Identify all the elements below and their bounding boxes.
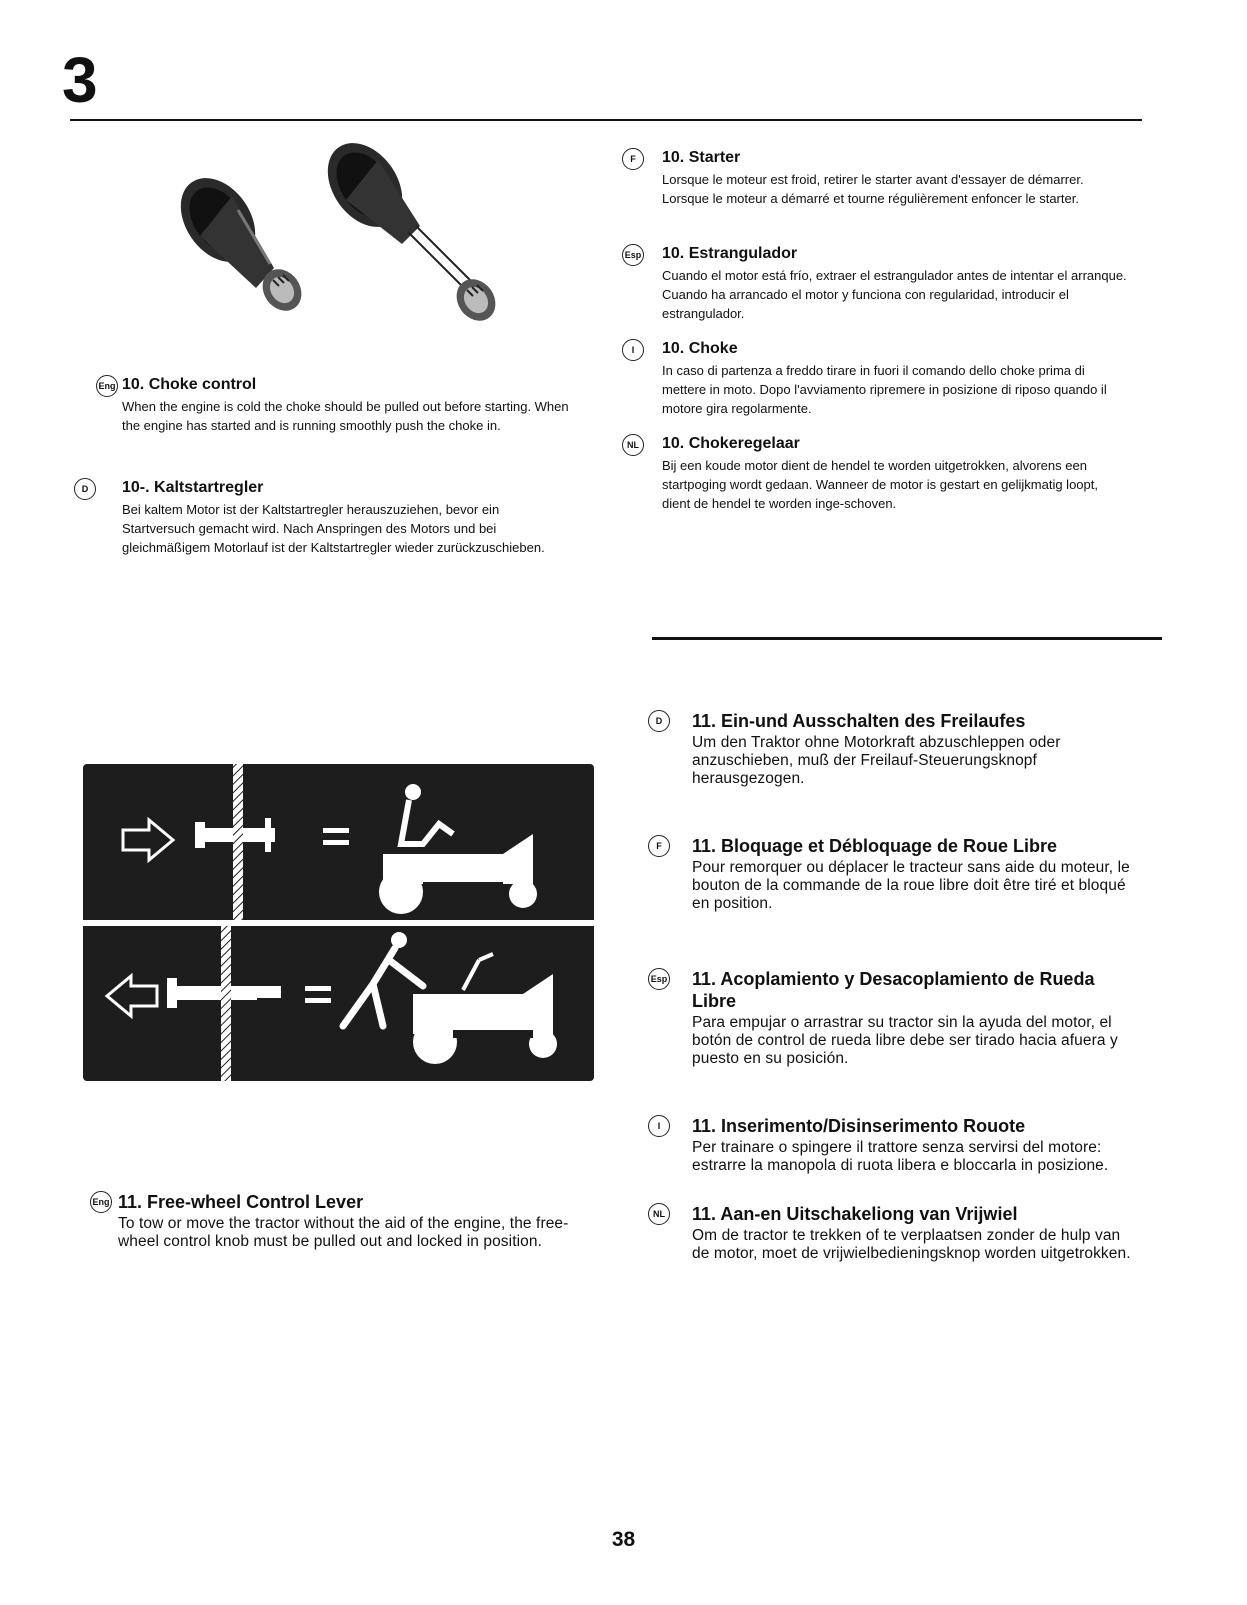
- freewheel-illustration: [83, 764, 594, 1081]
- section-11-f: [648, 835, 1138, 913]
- section-title: 11. Bloquage et Débloquage de Roue Libre: [692, 836, 1058, 856]
- lang-badge-nl: NL: [648, 1203, 670, 1225]
- section-body: Bij een koude motor dient de hendel te worden uitgetrokken, alvorens een startpoging wordt gedaan. Wanneer de motor is gestart en gelijkmatig loopt, dient de hendel te worden inge-schoven.: [662, 458, 1098, 511]
- section-body: When the engine is cold the choke should be pulled out before starting. When the engine has started and is running smoothly push the choke in.: [122, 399, 569, 433]
- section-10-nl: [622, 434, 1127, 513]
- section-11-nl: [648, 1203, 1138, 1263]
- choke-knob-pulled-icon: [312, 140, 503, 328]
- section-10-eng: [96, 375, 571, 435]
- choke-knob-illustration: [170, 140, 530, 340]
- knob-pushed-in-icon: [195, 764, 275, 920]
- section-11-i: [648, 1115, 1138, 1175]
- section-body: Cuando el motor está frío, extraer el estrangulador antes de intentar el arranque. Cuando ha arrancado el motor y funciona con regularidad, introducir el estrangulador.: [662, 268, 1127, 321]
- equals-icon: [323, 828, 349, 845]
- pushing-tractor-icon: [343, 932, 557, 1064]
- section-body: Pour remorquer ou déplacer le tracteur sans aide du moteur, le bouton de la commande de la roue libre doit être tiré et bloqué en position.: [692, 859, 1130, 912]
- section-title: 11. Ein-und Ausschalten des Freilaufes: [692, 711, 1026, 731]
- section-11-eng: [90, 1191, 596, 1251]
- section-body: Bei kaltem Motor ist der Kaltstartregler herauszuziehen, bevor ein Startversuch gemacht wird. Nach Anspringen des Motors und bei gleichmäßigem Motorlauf ist der Kaltstartregler wieder zurückzuschieben.: [122, 502, 545, 555]
- equals-icon-2: [305, 986, 331, 1003]
- section-title: 10. Estrangulador: [662, 245, 798, 262]
- chapter-number: 3: [62, 44, 96, 116]
- riding-tractor-icon: [379, 784, 537, 914]
- section-body: Um den Traktor ohne Motorkraft abzuschleppen oder anzuschieben, muß der Freilauf-Steuerungsknopf herausgezogen.: [692, 734, 1061, 787]
- section-10-esp: [622, 244, 1127, 323]
- lang-badge-esp: Esp: [622, 244, 644, 266]
- section-body: Para empujar o arrastrar su tractor sin la ayuda del motor, el botón de control de rueda libre debe ser tirado hacia afuera y puesto en su posición.: [692, 1014, 1118, 1067]
- lang-badge-nl: NL: [622, 434, 644, 456]
- lang-badge-d: D: [74, 478, 96, 500]
- section-title: 11. Aan-en Uitschakeliong van Vrijwiel: [692, 1204, 1018, 1224]
- section-title: 11. Acoplamiento y Desacoplamiento de Rueda Libre: [692, 969, 1095, 1011]
- section-title: 11. Free-wheel Control Lever: [118, 1192, 364, 1212]
- section-body: Per trainare o spingere il trattore senza servirsi del motore: estrarre la manopola di ruota libera e bloccarla in posizione.: [692, 1139, 1109, 1174]
- section-body: To tow or move the tractor without the aid of the engine, the free-wheel control knob must be pulled out and locked in position.: [118, 1215, 569, 1250]
- lang-badge-i: I: [622, 339, 644, 361]
- section-10-f: [622, 148, 1127, 208]
- choke-knob-pushed-icon: [170, 164, 309, 318]
- section-11-esp: [648, 968, 1138, 1068]
- arrow-right-icon: [123, 820, 173, 860]
- lang-badge-d: D: [648, 710, 670, 732]
- section-title: 10. Chokeregelaar: [662, 435, 800, 452]
- section-title: 11. Inserimento/Disinserimento Rouote: [692, 1116, 1026, 1136]
- header-rule: [70, 119, 1142, 121]
- section-title: 10. Choke: [662, 340, 738, 357]
- section-11-d: [648, 710, 1138, 788]
- section-10-i: [622, 339, 1127, 418]
- lang-badge-esp: Esp: [648, 968, 670, 990]
- section-title: 10. Starter: [662, 149, 741, 166]
- page-number: 38: [611, 1528, 636, 1551]
- section-divider-rule: [652, 637, 1162, 640]
- section-body: Lorsque le moteur est froid, retirer le starter avant d'essayer de démarrer. Lorsque le moteur a démarré et tourne régulièrement enfoncer le starter.: [662, 172, 1084, 206]
- lang-badge-eng: Eng: [96, 375, 118, 397]
- section-body: Om de tractor te trekken of te verplaatsen zonder de hulp van de motor, moet de vrijwielbedieningsknop worden uitgetrokken.: [692, 1227, 1131, 1262]
- section-10-d: [74, 478, 571, 557]
- lang-badge-f: F: [648, 835, 670, 857]
- lang-badge-f: F: [622, 148, 644, 170]
- section-body: In caso di partenza a freddo tirare in fuori il comando dello choke prima di mettere in moto. Dopo l'avviamento ripremere in posizione di riposo quando il motore gira regolarmente.: [662, 363, 1107, 416]
- lang-badge-i: I: [648, 1115, 670, 1137]
- arrow-left-icon: [107, 976, 157, 1016]
- section-title: 10. Choke control: [122, 376, 257, 393]
- lang-badge-eng: Eng: [90, 1191, 112, 1213]
- knob-pulled-out-icon: [167, 926, 281, 1081]
- section-title: 10-. Kaltstartregler: [122, 479, 264, 496]
